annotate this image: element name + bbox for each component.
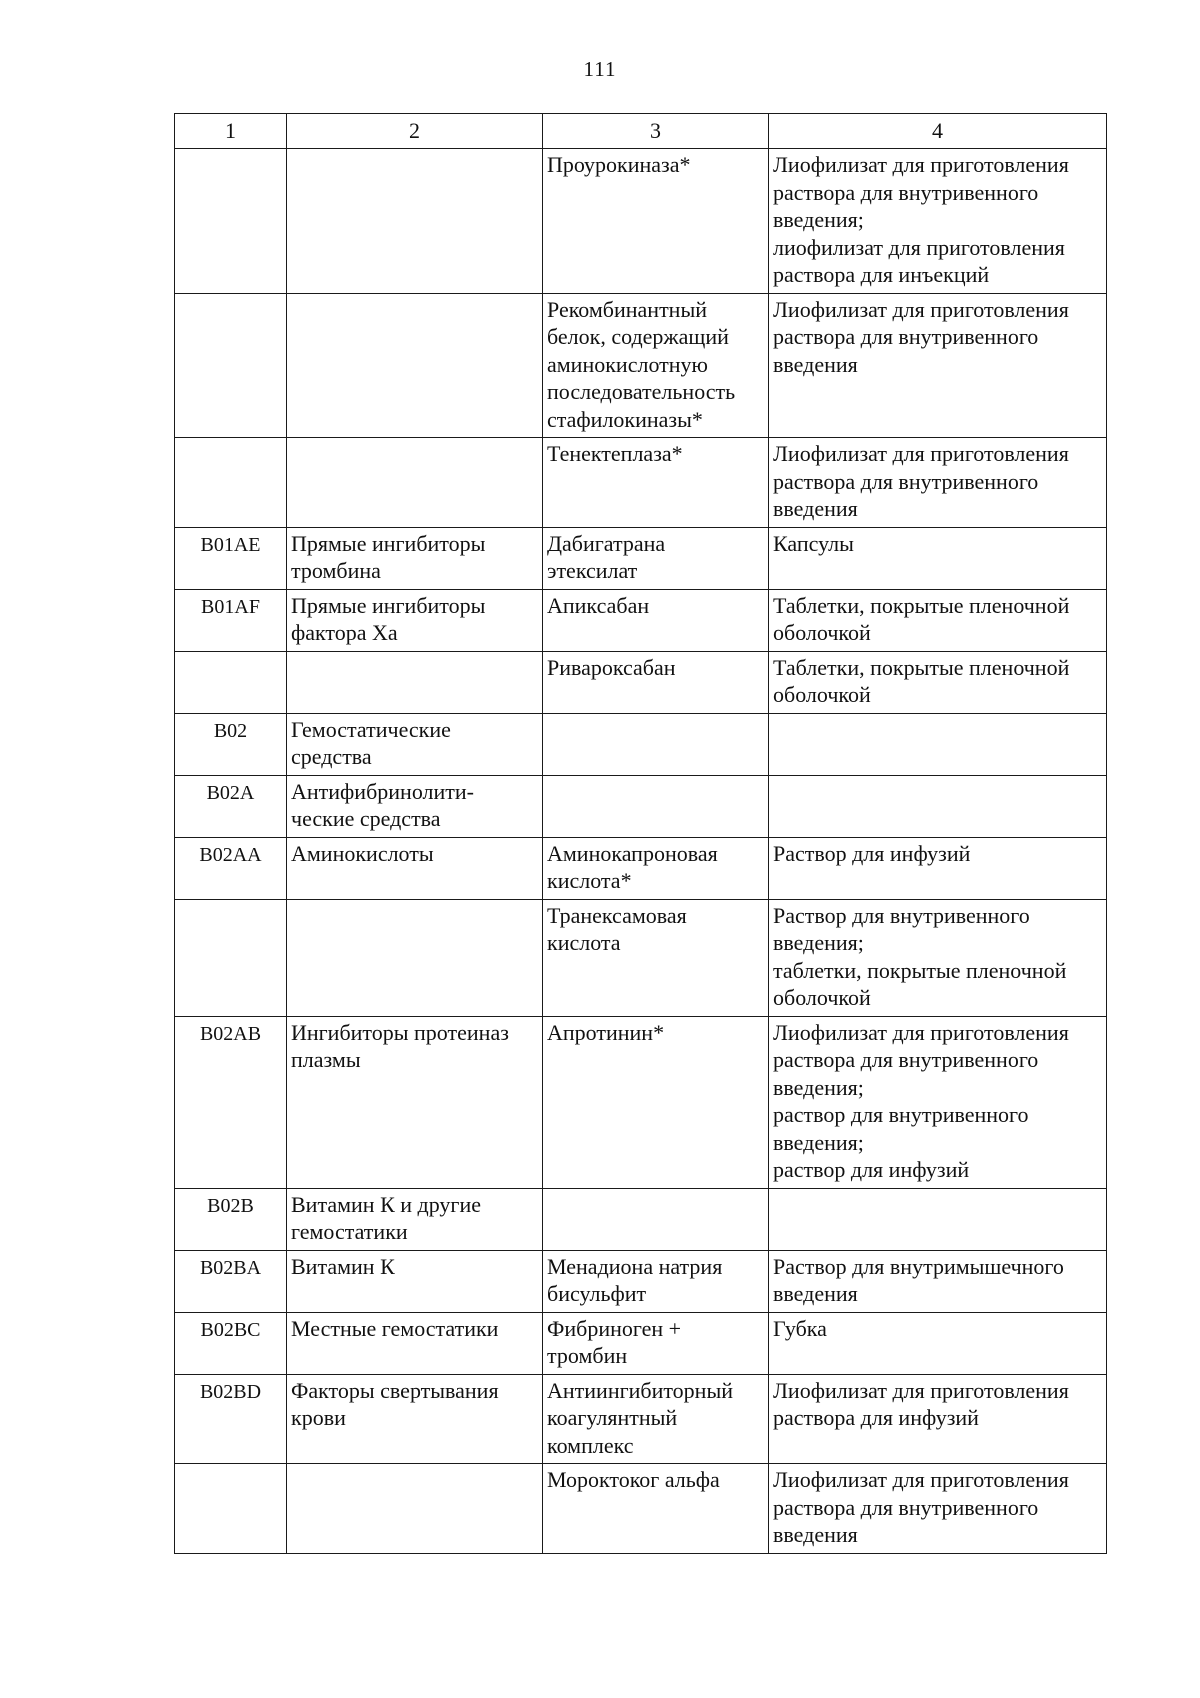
cell-text-line: Лиофилизат для приготовления xyxy=(773,1467,1069,1492)
cell-text-line: тромбина xyxy=(291,558,381,583)
drug-name-cell xyxy=(543,1188,769,1250)
table-row xyxy=(175,1250,1107,1312)
table-row xyxy=(175,775,1107,837)
group-name-cell xyxy=(287,837,543,899)
atc-code-cell: B01AF xyxy=(175,589,287,651)
table-row xyxy=(175,1312,1107,1374)
table-row xyxy=(175,1188,1107,1250)
cell-text-line: введения; xyxy=(773,1074,864,1100)
cell-text-line: Лиофилизат для приготовления xyxy=(773,152,1069,177)
dosage-form-cell xyxy=(769,293,1107,438)
cell-text-line: ческие средства xyxy=(291,806,441,831)
cell-text-line: Транексамовая xyxy=(547,902,687,928)
group-name-cell xyxy=(287,527,543,589)
cell-text-line: раствора для внутривенного xyxy=(773,324,1039,349)
group-name-cell xyxy=(287,775,543,837)
page-number: 111 xyxy=(583,57,617,81)
cell-text-line: Лиофилизат для приготовления xyxy=(773,1377,1069,1403)
atc-code-cell: B02 xyxy=(175,713,287,775)
dosage-form-cell xyxy=(769,899,1107,1016)
cell-text-line: Мороктоког альфа xyxy=(547,1467,720,1492)
atc-code-cell xyxy=(175,293,287,438)
table-row xyxy=(175,651,1107,713)
group-name-cell xyxy=(287,589,543,651)
group-name-cell xyxy=(287,293,543,438)
atc-code-cell xyxy=(175,899,287,1016)
dosage-form-cell xyxy=(769,1312,1107,1374)
cell-text-line: Ривароксабан xyxy=(547,654,676,680)
drug-name-cell xyxy=(543,527,769,589)
dosage-form-cell xyxy=(769,438,1107,528)
cell-text-line: Капсулы xyxy=(773,530,854,556)
header-col-2: 2 xyxy=(287,114,543,149)
cell-text-line: Апротинин* xyxy=(547,1019,665,1045)
cell-text-line: таблетки, покрытые пленочной xyxy=(773,957,1067,983)
cell-text-line: аминокислотную xyxy=(547,351,708,377)
cell-text-line: Аминокапроновая xyxy=(547,840,718,866)
cell-text-line: раствор для внутривенного xyxy=(773,1102,1029,1127)
dosage-form-cell xyxy=(769,149,1107,294)
drug-name-cell xyxy=(543,149,769,294)
cell-text-line: введения; xyxy=(773,930,864,955)
cell-text-line: бисульфит xyxy=(547,1281,647,1306)
cell-text-line: Тенектеплаза* xyxy=(547,441,683,466)
group-name-cell xyxy=(287,1188,543,1250)
cell-text-line: Губка xyxy=(773,1315,827,1341)
cell-text-line: оболочкой xyxy=(773,682,871,707)
cell-text-line: Местные гемостатики xyxy=(291,1315,499,1341)
cell-text-line: оболочкой xyxy=(773,985,871,1010)
cell-text-line: стафилокиназы* xyxy=(547,406,703,432)
cell-text-line: раствора для внутривенного xyxy=(773,1494,1039,1520)
atc-code-cell: B02AB xyxy=(175,1016,287,1188)
dosage-form-cell xyxy=(769,775,1107,837)
cell-text-line: Гемостатические xyxy=(291,716,451,742)
dosage-form-cell xyxy=(769,837,1107,899)
group-name-cell xyxy=(287,651,543,713)
dosage-form-cell xyxy=(769,1188,1107,1250)
cell-text-line: Апиксабан xyxy=(547,592,650,618)
drug-name-cell xyxy=(543,651,769,713)
cell-text-line: введения; xyxy=(773,207,864,232)
cell-text-line: введения xyxy=(773,1522,858,1547)
cell-text-line: Лиофилизат для приготовления xyxy=(773,296,1069,322)
drug-name-cell xyxy=(543,1464,769,1554)
cell-text-line: лиофилизат для приготовления xyxy=(773,234,1065,260)
dosage-form-cell xyxy=(769,589,1107,651)
group-name-cell xyxy=(287,1374,543,1464)
drug-name-cell xyxy=(543,1250,769,1312)
cell-text-line: кислота* xyxy=(547,868,632,893)
cell-text-line: Антифибринолити- xyxy=(291,778,474,804)
dosage-form-cell xyxy=(769,651,1107,713)
cell-text-line: плазмы xyxy=(291,1047,361,1072)
cell-text-line: Таблетки, покрытые пленочной xyxy=(773,592,1070,618)
cell-text-line: Менадиона натрия xyxy=(547,1253,723,1279)
cell-text-line: Раствор для внутривенного xyxy=(773,902,1030,928)
cell-text-line: оболочкой xyxy=(773,620,871,645)
group-name-cell xyxy=(287,1250,543,1312)
cell-text-line: раствора для внутривенного xyxy=(773,1047,1039,1072)
drug-name-cell xyxy=(543,713,769,775)
cell-text-line: раствора для внутривенного xyxy=(773,468,1039,494)
table-row xyxy=(175,1464,1107,1554)
atc-code-cell xyxy=(175,651,287,713)
cell-text-line: раствора для инъекций xyxy=(773,262,990,287)
group-name-cell xyxy=(287,438,543,528)
cell-text-line: Проурокиназа* xyxy=(547,152,691,177)
dosage-form-cell xyxy=(769,713,1107,775)
cell-text-line: Рекомбинантный xyxy=(547,296,708,322)
table-row xyxy=(175,438,1107,528)
table-row xyxy=(175,713,1107,775)
cell-text-line: Фибриноген + xyxy=(547,1315,682,1341)
dosage-form-cell xyxy=(769,1250,1107,1312)
drug-name-cell xyxy=(543,899,769,1016)
header-col-1: 1 xyxy=(175,114,287,149)
cell-text-line: средства xyxy=(291,744,372,769)
cell-text-line: Раствор для внутримышечного xyxy=(773,1253,1064,1279)
cell-text-line: Аминокислоты xyxy=(291,840,434,866)
cell-text-line: тромбин xyxy=(547,1343,628,1368)
cell-text-line: коагулянтный xyxy=(547,1405,678,1430)
table-row xyxy=(175,837,1107,899)
cell-text-line: гемостатики xyxy=(291,1219,408,1244)
group-name-cell xyxy=(287,899,543,1016)
cell-text-line: Раствор для инфузий xyxy=(773,840,971,866)
cell-text-line: Антиингибиторный xyxy=(547,1377,734,1403)
drug-name-cell xyxy=(543,1312,769,1374)
atc-code-cell: B02BA xyxy=(175,1250,287,1312)
atc-code-cell xyxy=(175,149,287,294)
cell-text-line: этексилат xyxy=(547,558,638,583)
group-name-cell xyxy=(287,1312,543,1374)
cell-text-line: Витамин К и другие xyxy=(291,1191,481,1217)
group-name-cell xyxy=(287,713,543,775)
table-row xyxy=(175,149,1107,294)
table-row xyxy=(175,527,1107,589)
cell-text-line: Прямые ингибиторы xyxy=(291,530,486,556)
group-name-cell xyxy=(287,1464,543,1554)
cell-text-line: Лиофилизат для приготовления xyxy=(773,441,1069,466)
table-row xyxy=(175,589,1107,651)
table-row xyxy=(175,1016,1107,1188)
drug-name-cell xyxy=(543,589,769,651)
atc-code-cell xyxy=(175,1464,287,1554)
cell-text-line: Таблетки, покрытые пленочной xyxy=(773,654,1070,680)
cell-text-line: Прямые ингибиторы xyxy=(291,592,486,618)
cell-text-line: введения xyxy=(773,496,858,521)
cell-text-line: Дабигатрана xyxy=(547,530,666,556)
cell-text-line: Факторы свертывания xyxy=(291,1377,499,1403)
group-name-cell xyxy=(287,1016,543,1188)
drug-name-cell xyxy=(543,775,769,837)
cell-text-line: раствора для внутривенного xyxy=(773,179,1039,205)
atc-code-cell: B02AA xyxy=(175,837,287,899)
header-col-4: 4 xyxy=(769,114,1107,149)
atc-code-cell: B02A xyxy=(175,775,287,837)
atc-code-cell: B02B xyxy=(175,1188,287,1250)
drug-name-cell xyxy=(543,293,769,438)
drug-name-cell xyxy=(543,1374,769,1464)
drug-name-cell xyxy=(543,438,769,528)
cell-text-line: введения xyxy=(773,1281,858,1306)
cell-text-line: крови xyxy=(291,1405,346,1430)
table-row xyxy=(175,1374,1107,1464)
dosage-form-cell xyxy=(769,527,1107,589)
atc-code-cell xyxy=(175,438,287,528)
drug-table xyxy=(174,113,1107,1554)
cell-text-line: Лиофилизат для приготовления xyxy=(773,1019,1069,1045)
table-body xyxy=(175,149,1107,1554)
atc-code-cell: B02BC xyxy=(175,1312,287,1374)
cell-text-line: введения xyxy=(773,351,858,377)
cell-text-line: последовательность xyxy=(547,379,736,404)
dosage-form-cell xyxy=(769,1016,1107,1188)
cell-text-line: фактора Ха xyxy=(291,620,398,645)
drug-name-cell xyxy=(543,837,769,899)
group-name-cell xyxy=(287,149,543,294)
cell-text-line: кислота xyxy=(547,930,621,955)
cell-text-line: белок, содержащий xyxy=(547,324,729,349)
drug-name-cell xyxy=(543,1016,769,1188)
table-row xyxy=(175,293,1107,438)
header-col-3: 3 xyxy=(543,114,769,149)
dosage-form-cell xyxy=(769,1464,1107,1554)
cell-text-line: Ингибиторы протеиназ xyxy=(291,1019,509,1045)
atc-code-cell: B01AE xyxy=(175,527,287,589)
table-header-row xyxy=(175,114,1107,149)
cell-text-line: комплекс xyxy=(547,1432,634,1458)
cell-text-line: раствора для инфузий xyxy=(773,1405,979,1430)
atc-code-cell: B02BD xyxy=(175,1374,287,1464)
cell-text-line: раствор для инфузий xyxy=(773,1157,970,1182)
table-row xyxy=(175,899,1107,1016)
dosage-form-cell xyxy=(769,1374,1107,1464)
cell-text-line: Витамин К xyxy=(291,1253,395,1279)
cell-text-line: введения; xyxy=(773,1129,864,1155)
table-header xyxy=(175,114,1107,149)
